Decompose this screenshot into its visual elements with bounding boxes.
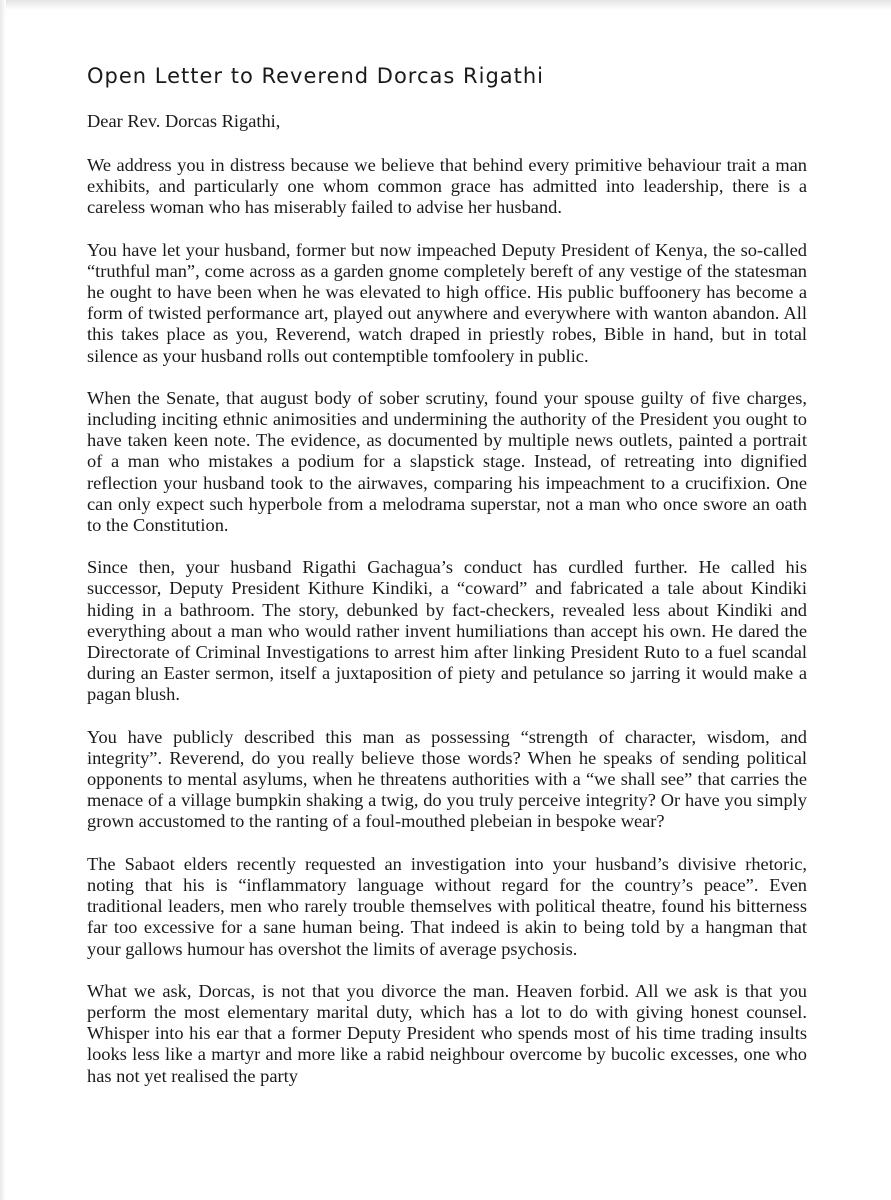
paragraph-6: The Sabaot elders recently requested an investigation into your husband’s divisive rhetoric, noting that his is “inflammatory language without regard for the country’s peace”. Even traditional leaders, men who rarely trouble themselves with political theatre, found his bitterness far too excessive for a sane human being. That indeed is akin to being told by a hangman that your gallows humour has overshot the limits of average psychosis. bbox=[87, 853, 807, 959]
paragraph-1: We address you in distress because we believe that behind every primitive behaviour trait a man exhibits, and particularly one whom common grace has admitted into leadership, there is a careless woman who has miserably failed to advise her husband. bbox=[87, 155, 807, 218]
open-letter bbox=[87, 62, 807, 1108]
page-top-edge bbox=[0, 0, 891, 10]
page-left-edge bbox=[0, 0, 6, 1200]
paragraph-5: You have publicly described this man as possessing “strength of character, wisdom, and integrity”. Reverend, do you really believe those words? When he speaks of sending political opponents to mental asylums, when he threatens authorities with a “we shall see” that carries the menace of a village bumpkin shaking a twig, do you truly perceive integrity? Or have you simply grown accustomed to the ranting of a foul-mouthed plebeian in bespoke wear? bbox=[87, 726, 807, 832]
paragraph-4: Since then, your husband Rigathi Gachagua’s conduct has curdled further. He called his successor, Deputy President Kithure Kindiki, a “coward” and fabricated a tale about Kindiki hiding in a bathroom. The story, debunked by fact-checkers, revealed less about Kindiki and everything about a man who would rather invent humiliations than accept his own. He dared the Directorate of Criminal Investigations to arrest him after linking President Ruto to a fuel scandal during an Easter sermon, itself a juxtaposition of piety and petulance so jarring it would make a pagan blush. bbox=[87, 557, 807, 705]
paragraph-2: You have let your husband, former but now impeached Deputy President of Kenya, the so-called “truthful man”, come across as a garden gnome completely bereft of any vestige of the statesman he ought to have been when he was elevated to high office. His public buffoonery has become a form of twisted performance art, played out anywhere and everywhere with wanton abandon. All this takes place as you, Reverend, watch draped in priestly robes, Bible in hand, but in total silence as your husband rolls out contemptible tomfoolery in public. bbox=[87, 239, 807, 366]
letter-title: Open Letter to Reverend Dorcas Rigathi bbox=[87, 64, 545, 88]
letter-salutation: Dear Rev. Dorcas Rigathi, bbox=[87, 111, 281, 131]
paragraph-3: When the Senate, that august body of sober scrutiny, found your spouse guilty of five charges, including inciting ethnic animosities and undermining the authority of the President you ought to have taken keen note. The evidence, as documented by multiple news outlets, painted a portrait of a man who mistakes a podium for a slapstick stage. Instead, of retreating into dignified reflection your husband took to the airwaves, comparing his impeachment to a crucifixion. One can only expect such hyperbole from a melodrama superstar, not a man who once swore an oath to the Constitution. bbox=[87, 387, 807, 536]
paragraph-7: What we ask, Dorcas, is not that you divorce the man. Heaven forbid. All we ask is that you perform the most elementary marital duty, which has a lot to do with giving honest counsel. Whisper into his ear that a former Deputy President who spends most of his time trading insults looks less like a martyr and more like a rabid neighbour overcome by bucolic excesses, one who has not yet realised the party bbox=[87, 980, 807, 1086]
